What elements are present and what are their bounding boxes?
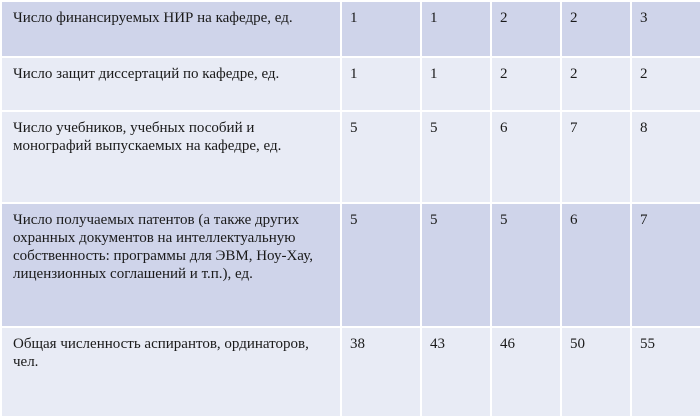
row-value: 5 [491,203,561,327]
row-value: 1 [421,1,491,57]
row-label: Число защит диссертаций по кафедре, ед. [1,57,341,111]
row-value: 6 [491,111,561,203]
row-label: Общая численность аспирантов, ординаторов, чел. [1,327,341,417]
row-value: 2 [491,57,561,111]
row-value: 1 [341,57,421,111]
table-row [1,57,700,111]
row-label: Число получаемых патентов (а также других охранных документов на интеллектуальную собственность: программы для ЭВМ, Ноу-Хау, лицензионных соглашений и т.п.), ед. [1,203,341,327]
row-value: 5 [421,203,491,327]
row-value: 5 [341,203,421,327]
row-label: Число учебников, учебных пособий и монографий выпускаемых на кафедре, ед. [1,111,341,203]
row-label: Число финансируемых НИР на кафедре, ед. [1,1,341,57]
table-row [1,1,700,57]
row-value: 46 [491,327,561,417]
row-value: 5 [421,111,491,203]
row-value: 2 [561,57,631,111]
row-value: 7 [631,203,700,327]
row-value: 2 [631,57,700,111]
row-value: 2 [561,1,631,57]
row-value: 6 [561,203,631,327]
row-value: 7 [561,111,631,203]
row-value: 2 [491,1,561,57]
row-value: 50 [561,327,631,417]
row-value: 1 [341,1,421,57]
row-value: 55 [631,327,700,417]
row-value: 43 [421,327,491,417]
row-value: 1 [421,57,491,111]
row-value: 5 [341,111,421,203]
row-value: 3 [631,1,700,57]
table-row [1,203,700,327]
table-row [1,111,700,203]
row-value: 38 [341,327,421,417]
table-row [1,327,700,417]
row-value: 8 [631,111,700,203]
